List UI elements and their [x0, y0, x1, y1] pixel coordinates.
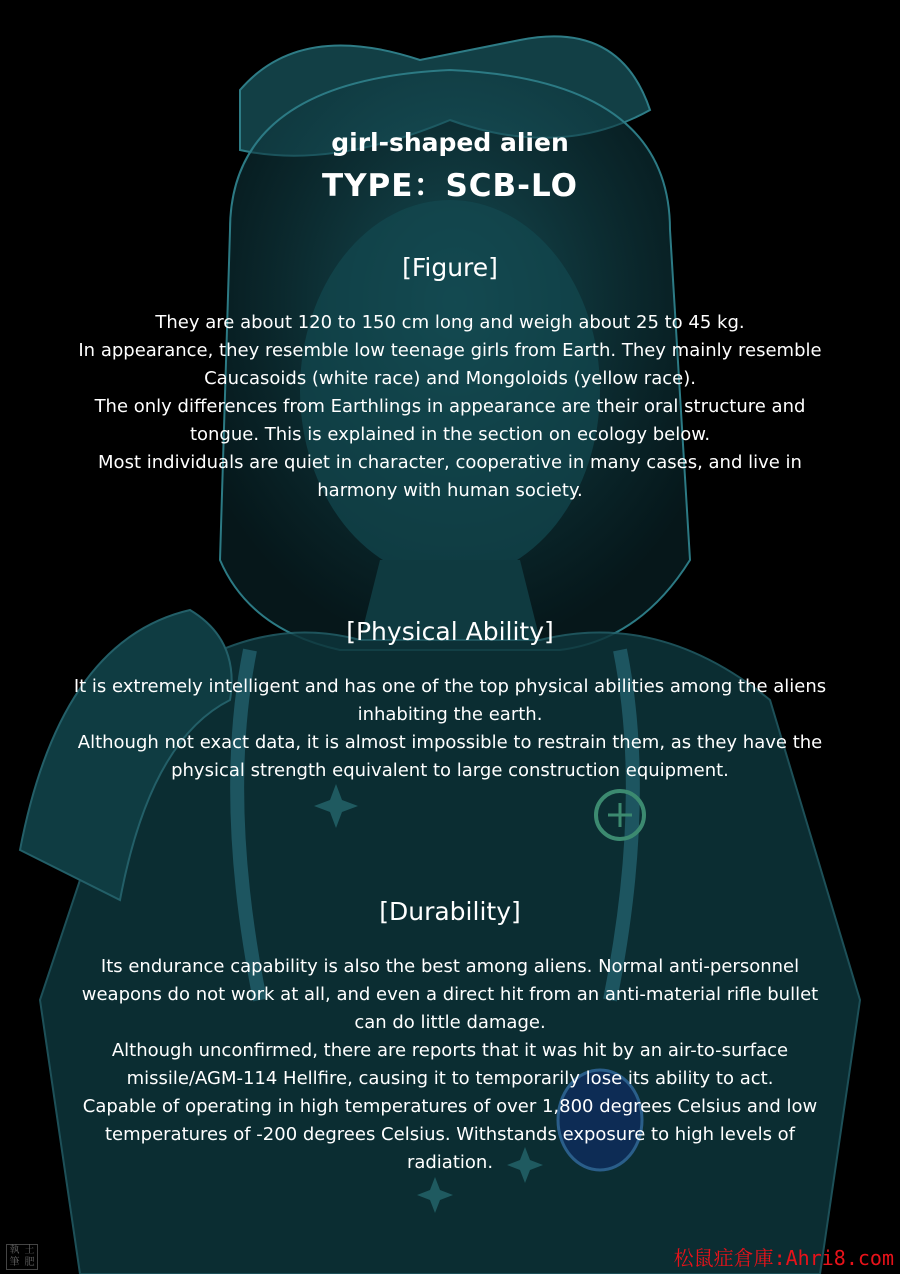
section-heading-durability: [Durability] [379, 897, 521, 926]
text-line: It is extremely intelligent and has one of the top physical abilities among the aliens [73, 676, 827, 697]
site-watermark: 松鼠症倉庫:Ahri8.com [673, 1246, 894, 1270]
text-line: temperatures of -200 degrees Celsius. Withstands exposure to high levels of [104, 1124, 796, 1145]
seal-char: 筆 [9, 1257, 20, 1268]
text-line: physical strength equivalent to large construction equipment. [171, 760, 729, 781]
text-line: missile/AGM-114 Hellfire, causing it to temporarily lose its ability to act. [126, 1068, 774, 1089]
section-heading-physical-ability: [Physical Ability] [346, 617, 554, 646]
section-body-durability [50, 953, 850, 1177]
text-line: The only differences from Earthlings in appearance are their oral structure and [94, 396, 806, 417]
text-line: can do little damage. [354, 1012, 546, 1033]
text-line: weapons do not work at all, and even a direct hit from an anti-material rifle bullet [81, 984, 819, 1005]
section-body-figure [50, 309, 850, 505]
text-line: Its endurance capability is also the best among aliens. Normal anti-personnel [100, 956, 800, 977]
text-line: tongue. This is explained in the section on ecology below. [189, 424, 711, 445]
section-heading-figure: [Figure] [402, 253, 498, 282]
text-line: They are about 120 to 150 cm long and weigh about 25 to 45 kg. [155, 312, 745, 333]
seal-char: 執 [9, 1245, 20, 1256]
page-title: TYPE：SCB-LO [321, 168, 579, 204]
section-body-physical-ability [50, 673, 850, 785]
text-line: inhabiting the earth. [357, 704, 543, 725]
text-line: Capable of operating in high temperatures of over 1,800 degrees Celsius and low [82, 1096, 818, 1117]
seal-char: 土 [24, 1245, 35, 1256]
text-line: In appearance, they resemble low teenage girls from Earth. They mainly resemble [78, 340, 822, 361]
text-line: radiation. [406, 1152, 494, 1173]
artist-seal [6, 1244, 38, 1270]
text-line: Although unconfirmed, there are reports that it was hit by an air-to-surface [111, 1040, 789, 1061]
seal-char: 肥 [24, 1257, 35, 1268]
text-line: Caucasoids (white race) and Mongoloids (yellow race). [204, 368, 696, 389]
text-line: harmony with human society. [317, 480, 583, 501]
text-line: Most individuals are quiet in character, cooperative in many cases, and live in [98, 452, 802, 473]
subtitle: girl-shaped alien [331, 128, 569, 157]
text-line: Although not exact data, it is almost impossible to restrain them, as they have the [77, 732, 823, 753]
